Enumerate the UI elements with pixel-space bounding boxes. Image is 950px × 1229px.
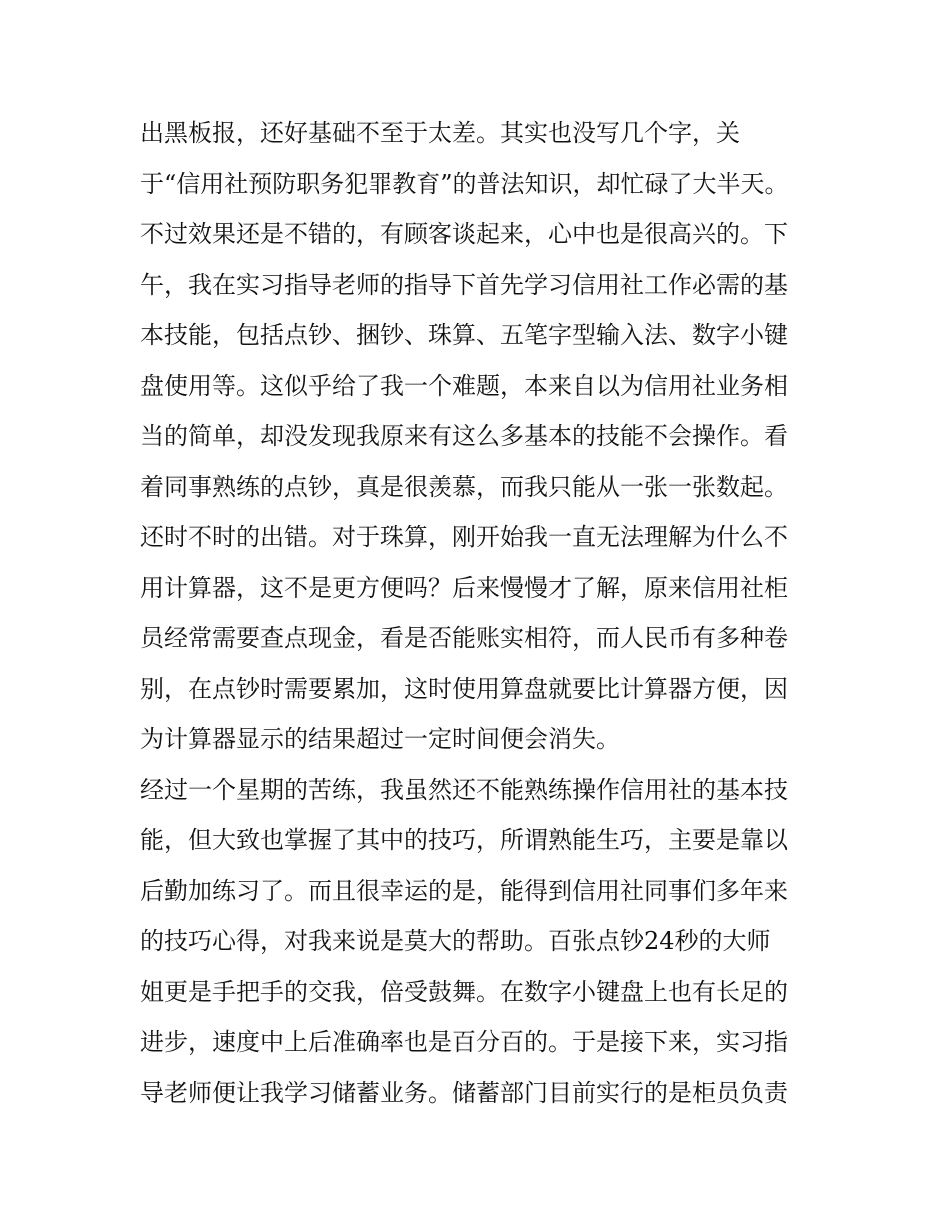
text-line: 的技巧心得，对我来说是莫大的帮助。百张点钞24秒的大师 [140, 927, 771, 955]
text-line: 盘使用等。这似乎给了我一个难题，本来自以为信用社业务相 [140, 371, 788, 400]
text-line: 本技能，包括点钞、捆钞、珠算、五笔字型输入法、数字小键 [140, 321, 788, 349]
text-line: 别，在点钞时需要累加，这时使用算盘就要比计算器方便，因 [140, 674, 788, 703]
text-line: 当的简单，却没发现我原来有这么多基本的技能不会操作。看 [140, 422, 788, 450]
text-line: 还时不时的出错。对于珠算，刚开始我一直无法理解为什么不 [140, 523, 788, 551]
text-line: 午，我在实习指导老师的指导下首先学习信用社工作必需的基 [140, 270, 788, 299]
text-line: 进步，速度中上后准确率也是百分百的。于是接下来，实习指 [140, 1028, 788, 1056]
text-line: 姐更是手把手的交我，倍受鼓舞。在数字小键盘上也有长足的 [140, 977, 788, 1006]
text-line: 导老师便让我学习储蓄业务。储蓄部门目前实行的是柜员负责 [140, 1078, 788, 1107]
text-line: 后勤加练习了。而且很幸运的是，能得到信用社同事们多年来 [140, 876, 788, 905]
text-line: 出黑板报，还好基础不至于太差。其实也没写几个字，关 [140, 119, 740, 147]
text-line: 于“信用社预防职务犯罪教育”的普法知识，却忙碌了大半天。 [140, 169, 789, 198]
text-line: 不过效果还是不错的，有顾客谈起来，心中也是很高兴的。下 [140, 220, 788, 248]
text-line: 能，但大致也掌握了其中的技巧，所谓熟能生巧，主要是靠以 [140, 826, 788, 854]
text-line: 用计算器，这不是更方便吗？后来慢慢才了解，原来信用社柜 [140, 573, 788, 602]
body-text [140, 108, 820, 1118]
text-line: 员经常需要查点现金，看是否能账实相符，而人民币有多种卷 [140, 624, 788, 652]
text-line: 为计算器显示的结果超过一定时间便会消失。 [140, 725, 620, 753]
text-line: 着同事熟练的点钞，真是很羡慕，而我只能从一张一张数起。 [140, 472, 788, 501]
text-line: 经过一个星期的苦练，我虽然还不能熟练操作信用社的基本技 [140, 775, 788, 804]
